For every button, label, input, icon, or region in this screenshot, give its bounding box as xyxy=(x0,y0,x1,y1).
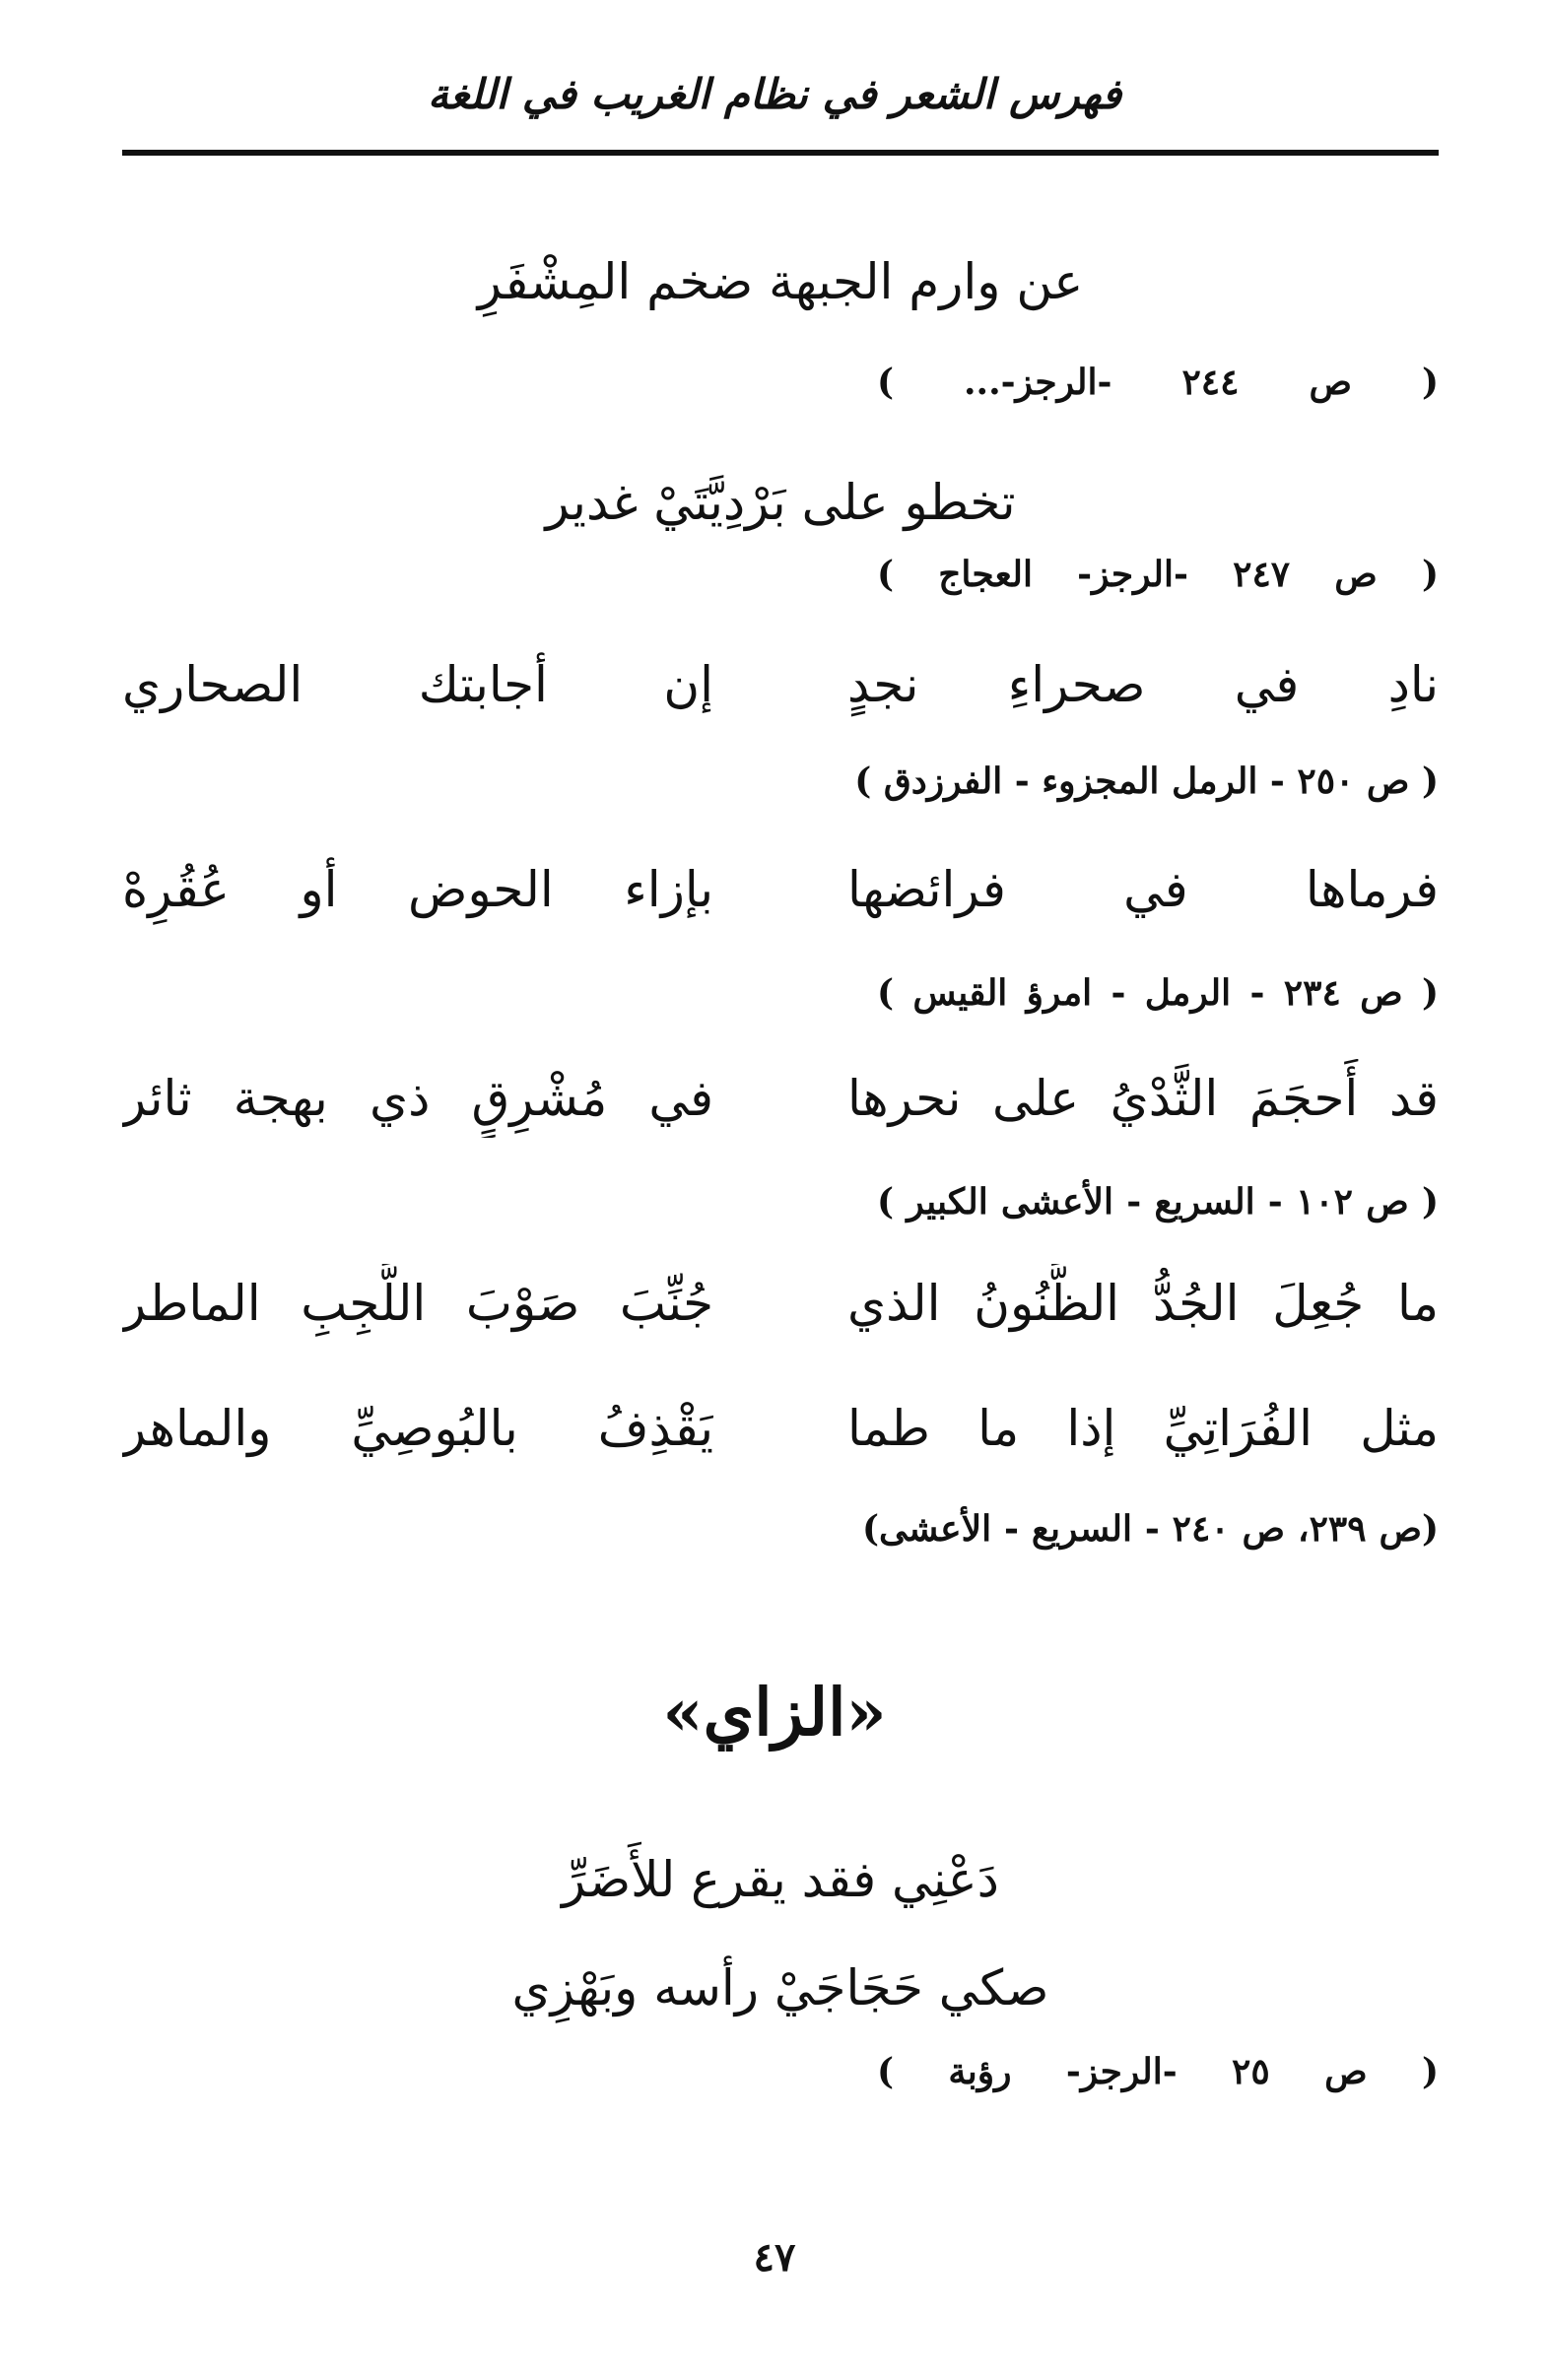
verse-reference xyxy=(122,2044,1439,2099)
page-number: ٤٧ xyxy=(753,2234,796,2281)
verse-reference xyxy=(122,1501,1439,1556)
verse-couplet xyxy=(122,1264,1439,1343)
first-hemistich: ما جُعِلَ الجُدُّ الظَّنُونُ الذي xyxy=(847,1275,1439,1332)
second-hemistich: يَقْذِفُ بالبُوصِيِّ والماهر xyxy=(122,1400,713,1457)
header-rule xyxy=(122,150,1439,156)
reference-text: ( ص ١٠٢ - السريع - الأعشى الكبير ) xyxy=(877,1181,1439,1223)
section-heading: «الزاي» xyxy=(662,1674,887,1751)
first-hemistich: قد أَحجَمَ الثَّدْيُ على نحرها xyxy=(847,1070,1439,1127)
reference-text: ( ص ٢٤٧ -الرجز- العجاج ) xyxy=(877,554,1440,595)
reference-text: ( ص ٢٣٤ - الرمل - امرؤ القيس ) xyxy=(877,972,1439,1014)
second-hemistich: في مُشْرِقٍ ذي بهجة ثائر xyxy=(122,1070,713,1127)
verse-reference xyxy=(122,754,1439,809)
reference-text: ( ص ٢٥٠ - الرمل المجزوء - الفرزدق ) xyxy=(854,760,1439,802)
verse-line: عن وارم الجبهة ضخم المِشْفَرِ xyxy=(477,253,1084,310)
second-hemistich: بإزاء الحوض أو عُقُرِهْ xyxy=(122,861,713,918)
verse-couplet xyxy=(122,645,1439,724)
reference-text: ( ص ٢٥ -الرجز- رؤبة ) xyxy=(877,2051,1439,2092)
reference-text: (ص ٢٣٩، ص ٢٤٠ - السريع - الأعشى) xyxy=(862,1508,1440,1550)
first-hemistich: نادِ في صحراءِ نجدٍ xyxy=(847,656,1439,713)
verse-line: تخطو على بَرْدِيَّتَيْ غدير xyxy=(545,474,1016,531)
verse-reference xyxy=(122,1174,1439,1229)
verse-reference xyxy=(122,547,1439,602)
reference-text: ( ص ٢٤٤ -الرجز-... ) xyxy=(877,362,1439,403)
verse-reference xyxy=(122,355,1439,410)
verse-line: دَعْنِي فقد يقرع للأَضَرِّ xyxy=(562,1851,999,1908)
verse-reference xyxy=(122,965,1439,1021)
verse-couplet xyxy=(122,1389,1439,1468)
verse-couplet xyxy=(122,850,1439,929)
first-hemistich: فرماها في فرائضها xyxy=(847,861,1439,918)
running-header: فهرس الشعر في نظام الغريب في اللغة xyxy=(427,70,1122,118)
first-hemistich: مثل الفُرَاتِيِّ إذا ما طما xyxy=(847,1400,1439,1457)
second-hemistich: إن أجابتك الصحاري xyxy=(122,656,713,713)
second-hemistich: جُنِّبَ صَوْبَ اللَّجِبِ الماطر xyxy=(122,1275,713,1332)
verse-line: صكي حَجَاجَيْ رأسه وبَهْزِي xyxy=(511,1959,1049,2016)
verse-couplet xyxy=(122,1059,1439,1138)
